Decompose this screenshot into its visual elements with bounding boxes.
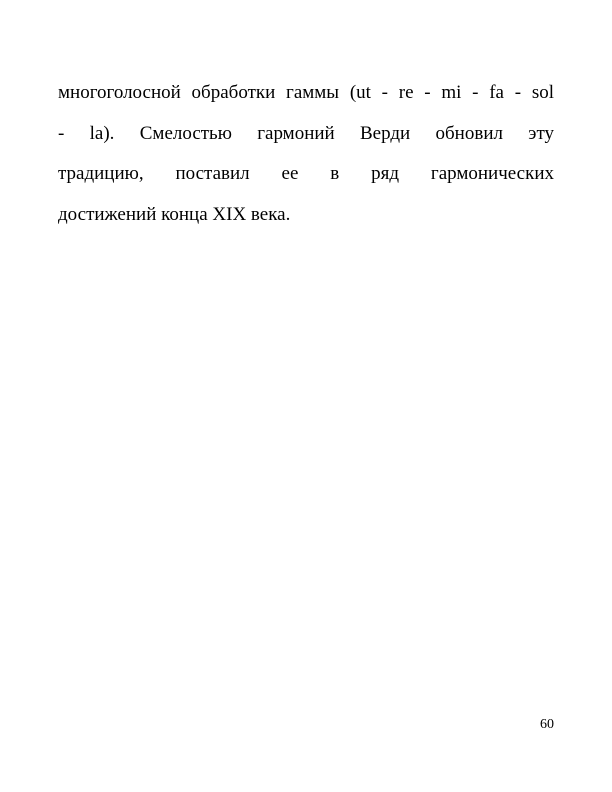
paragraph-line: - la). Смелостью гармоний Верди обновил эту xyxy=(58,122,554,144)
paragraph-line: традицию, поставил ее в ряд гармонических xyxy=(58,163,554,184)
body-paragraph xyxy=(58,73,554,235)
paragraph-line: достижений конца XIX века. xyxy=(58,203,291,225)
paragraph-line: многоголосной обработки гаммы (ut - re - mi - fa - sol xyxy=(58,82,554,103)
page-number: 60 xyxy=(540,717,554,732)
